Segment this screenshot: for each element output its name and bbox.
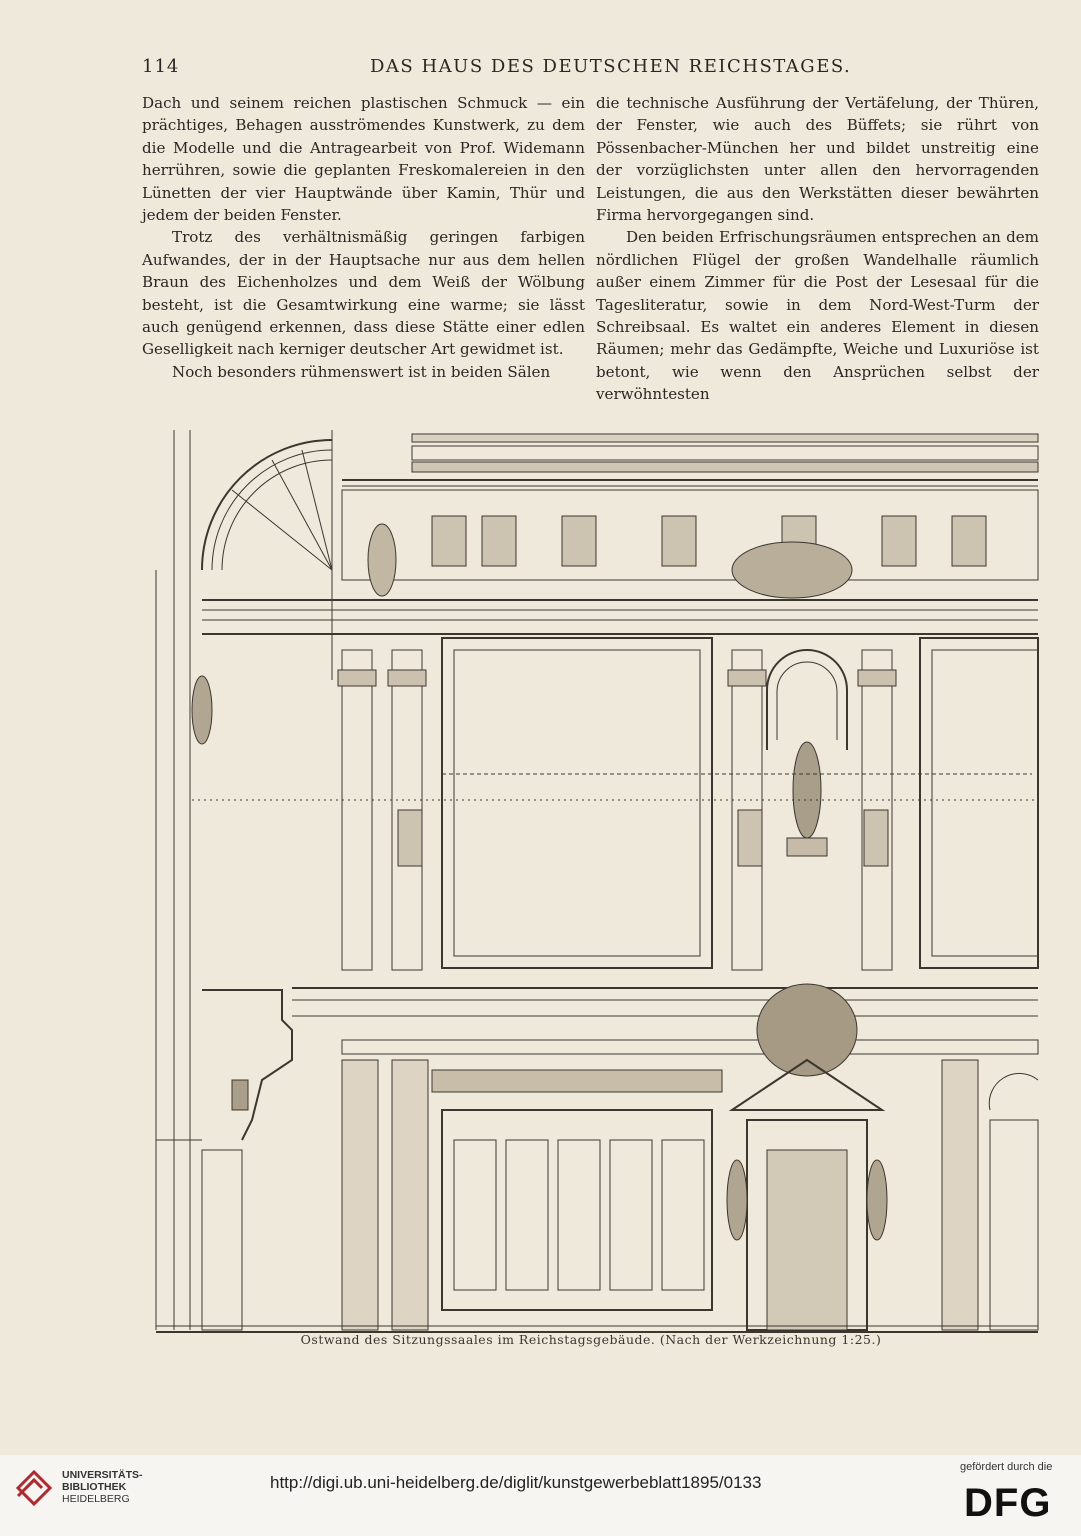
paragraph: Noch besonders rühmenswert ist in beiden Sälen xyxy=(172,362,551,381)
institution-line3: HEIDELBERG xyxy=(62,1493,130,1505)
permalink-url[interactable]: http://digi.ub.uni-heidelberg.de/diglit/kunstgewerbeblatt1895/0133 xyxy=(270,1473,762,1492)
funded-by-label: gefördert durch die xyxy=(960,1461,1053,1473)
institution-name xyxy=(62,1469,143,1505)
text-column-right xyxy=(596,92,1039,406)
paragraph: Trotz des verhältnismäßig geringen farbigen Aufwandes, der in der Hauptsache nur aus dem hellen Braun des Eichenholzes und dem Weiß der Wölbung besteht, ist die Gesamtwirkung eine warme; sie lässt auch genügend erkennen, dass diese Stätte einer edlen Geselligkeit nach kerniger deutscher Art gewidmet ist. xyxy=(142,228,585,359)
institution-line2: BIBLIOTHEK xyxy=(62,1481,127,1493)
paragraph: Den beiden Erfrischungsräumen entsprechen an dem nördlichen Flügel der großen Wandelhalle räumlich außer einem Zimmer für die Post der Lesesaal für die Tagesliteratur, sowie in dem Nord-West-Turm der Schreibsaal. Es waltet ein anderes Element in diesen Räumen; mehr das Gedämpfte, Weiche und Luxuriöse ist betont, wie wenn den Ansprüchen selbst der verwöhntesten xyxy=(596,228,1039,404)
figure-caption: Ostwand des Sitzungssaales im Reichstagsgebäude. (Nach der Werkzeichnung 1:25.) xyxy=(300,1332,882,1347)
paragraph: Dach und seinem reichen plastischen Schmuck — ein prächtiges, Behagen ausströmendes Kunstwerk, zu dem die Modelle und die Antragearbeit von Prof. Widemann herrühren, sowie die geplanten Freskomalereien in den Lünetten der vier Hauptwände über Kamin, Thür und jedem der beiden Fenster. xyxy=(142,94,585,225)
paragraph: die technische Ausführung der Vertäfelung, der Thüren, der Fenster, wie auch des Büffets; sie rührt von Pössenbacher-München her und bildet unstreitig eine der vorzüglichsten unter allen den hervorragenden Leistungen, die aus den Werkstätten dieser bewährten Firma hervorgegangen sind. xyxy=(596,94,1039,225)
page-number: 114 xyxy=(142,56,180,77)
dfg-logo: DFG xyxy=(964,1481,1052,1525)
university-library-logo xyxy=(14,1468,54,1508)
text-column-left xyxy=(142,92,585,383)
institution-line1: UNIVERSITÄTS- xyxy=(62,1469,143,1481)
architectural-elevation-drawing xyxy=(142,420,1040,1340)
footer-bar xyxy=(0,1455,1081,1536)
running-title: DAS HAUS DES DEUTSCHEN REICHSTAGES. xyxy=(370,56,852,77)
